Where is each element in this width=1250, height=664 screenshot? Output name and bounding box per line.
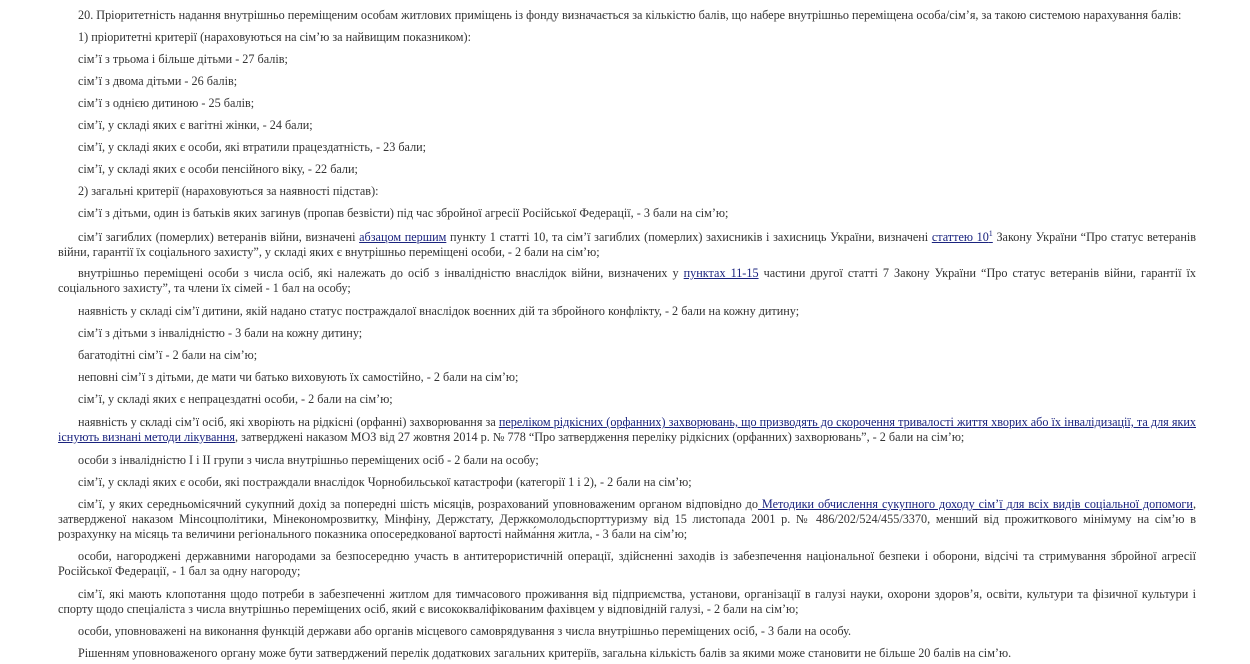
text-span: частини другої статті 7 Закону України “Про статус ветеранів війни, гарантії їх соціального захисту”, та члени їх сімей - 1 бал на особу;: [58, 266, 1196, 295]
paragraph-government-officials: особи, уповноважені на виконання функцій держави або органів місцевого самоврядування з числа внутрішньо переміщених осіб, - 3 бали на особу.: [78, 624, 852, 638]
paragraph-single-parent: неповні сім’ї з дітьми, де мати чи батько виховують їх самостійно, - 2 бали на сім’ю;: [78, 370, 519, 384]
paragraph-large-families: багатодітні сім’ї - 2 бали на сім’ю;: [78, 348, 258, 362]
paragraph-low-income: [58, 497, 1196, 542]
paragraph-incapacitated: сім’ї, у складі яких є непрацездатні особи, - 2 бали на сім’ю;: [78, 392, 393, 406]
link-article-10[interactable]: [932, 230, 993, 244]
paragraph-two-children: сім’ї з двома дітьми - 26 балів;: [78, 74, 238, 88]
paragraph-pension-age: сім’ї, у складі яких є особи пенсійного віку, - 22 бали;: [78, 162, 358, 176]
link-items-11-15[interactable]: пунктах 11-15: [683, 266, 759, 280]
paragraph-three-children: сім’ї з трьома і більше дітьми - 27 балів;: [78, 52, 288, 66]
paragraph-parent-killed: сім’ї з дітьми, один із батьків яких загинув (пропав безвісти) під час збройної агресії Російської Федерації, - 3 бали на сім’ю;: [78, 206, 729, 220]
paragraph-priority-criteria-heading: 1) пріоритетні критерії (нараховуються на сім’ю за найвищим показником):: [78, 30, 471, 44]
link-article-10-superscript: 1: [988, 228, 993, 238]
text-span: сім’ї, у яких середньомісячний сукупний дохід за попередні шість місяців, розрахований уповноваженим органом відповідно до: [78, 497, 758, 511]
paragraph-orphan-diseases: [58, 415, 1196, 445]
paragraph-pregnant-women: сім’ї, у складі яких є вагітні жінки, - 24 бали;: [78, 118, 313, 132]
paragraph-chornobyl: сім’ї, у складі яких є особи, які постраждали внаслідок Чорнобильської катастрофи (категорії 1 і 2), - 2 бали на сім’ю;: [78, 475, 692, 489]
paragraph-disabled-persons: сім’ї, у складі яких є особи, які втратили працездатність, - 23 бали;: [78, 140, 427, 154]
text-span: , затвердженої наказом Мінсоцполітики, Мінекономрозвитку, Мінфіну, Держстату, Держкомолодьспорттуризму від 15 листопада 2001 р. № 486/202/524/455/3370, менший від прожиткового мінімуму на сім’ю в розрахунку на місяць та величини регіонального показника опосередкованої вартості найма́ння житла, - 3 бали на сім’ю;: [58, 497, 1196, 541]
link-article-10-label: статтею 10: [931, 230, 989, 244]
text-span: сім’ї загиблих (померлих) ветеранів війни, визначені: [78, 230, 360, 244]
paragraph-general-criteria-heading: 2) загальні критерії (нараховуються за наявності підстав):: [78, 184, 379, 198]
text-span: Закону України “Про статус ветеранів війни, гарантії їх соціального захисту”, у складі яких є внутрішньо переміщені особи, - 2 бали на сім’ю;: [58, 230, 1196, 259]
text-span: наявність у складі сім’ї осіб, які хворіють на рідкісні (орфанні) захворювання за: [78, 415, 499, 429]
paragraph-state-awards: особи, нагороджені державними нагородами за безпосередню участь в антитерористичній операції, здійсненні заходів із забезпечення національної безпеки і оборони, відсічі та стримування збройної агресії Російської Федерації, - 1 бал за одну нагороду;: [58, 549, 1196, 578]
paragraph-specialists-petition: сім’ї, які мають клопотання щодо потреби в забезпеченні житлом для тимчасового проживання від підприємства, установи, організації в галузі науки, охорони здоров’я, освіти, культури та фізичної культури і спорту щодо спеціаліста з числа внутрішньо переміщених осіб, який є висококваліфікованим фахівцем у відповідній галузі, - 2 бали на сім’ю;: [58, 587, 1196, 616]
paragraph-war-disabled: [58, 266, 1196, 296]
link-paragraph-first[interactable]: абзацом першим: [359, 230, 447, 244]
text-span: , затверджені наказом МОЗ від 27 жовтня 2014 р. № 778 “Про затвердження переліку рідкісних (орфанних) захворювань”, - 2 бали на сім’ю;: [235, 430, 965, 444]
paragraph-additional-criteria: Рішенням уповноваженого органу може бути затверджений перелік додаткових загальних критеріїв, загальна кількість балів за якими може становити не більше 20 балів на сім’ю.: [78, 646, 1012, 660]
paragraph-disability-groups: особи з інвалідністю I і II групи з числа внутрішньо переміщених осіб - 2 бали на особу;: [78, 453, 539, 467]
paragraph-one-child: сім’ї з однією дитиною - 25 балів;: [78, 96, 255, 110]
text-span: внутрішньо переміщені особи з числа осіб, які належать до осіб з інвалідністю внаслідок війни, визначених у: [78, 266, 684, 280]
paragraph-children-disabilities: сім’ї з дітьми з інвалідністю - 3 бали на кожну дитину;: [78, 326, 363, 340]
paragraph-priority-intro: 20. Пріоритетність надання внутрішньо переміщеним особам житлових приміщень із фонду визначається за кількістю балів, що набере внутрішньо переміщена особа/сім’я, за такою системою нарахування балів:: [78, 8, 1182, 22]
paragraph-child-war-victim: наявність у складі сім’ї дитини, якій надано статус постраждалої внаслідок воєнних дій та збройного конфлікту, - 2 бали на кожну дитину;: [78, 304, 800, 318]
link-orphan-diseases-list[interactable]: переліком рідкісних (орфанних) захворювань, що призводять до скорочення тривалості життя хворих або їх інвалідизації, та для яких існують визнані методи лікування: [58, 415, 1196, 444]
paragraph-veterans-families: [58, 230, 1196, 260]
text-span: пункту 1 статті 10, та сім’ї загиблих (померлих) захисників і захисниць України, визначені: [446, 230, 932, 244]
link-income-methodology[interactable]: Методики обчислення сукупного доходу сім’ї для всіх видів соціальної допомоги: [757, 497, 1193, 511]
